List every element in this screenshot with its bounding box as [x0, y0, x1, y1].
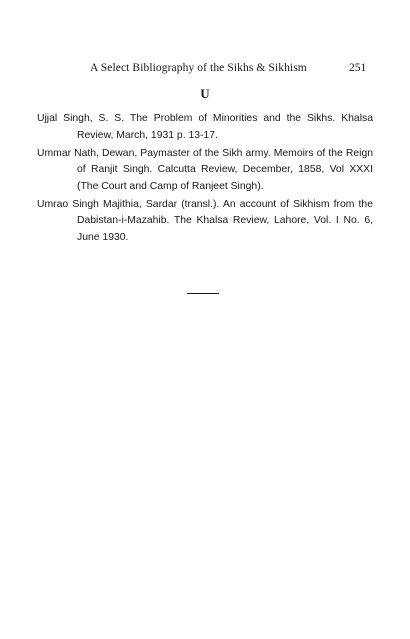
- section-end-rule: [187, 293, 219, 294]
- running-title: A Select Bibliography of the Sikhs & Sikhism: [90, 62, 307, 74]
- page-number: 251: [349, 62, 367, 74]
- bibliography-entry: Ujjal Singh, S. S. The Problem of Minorities and the Sikhs. Khalsa Review, March, 1931 p. 13-17.: [37, 113, 373, 141]
- running-head: [0, 62, 410, 80]
- bibliography-entries: [37, 111, 373, 248]
- section-letter-heading: U: [200, 86, 210, 101]
- bibliography-entry: Umrao Singh Majithia, Sardar (transl.). An account of Sikhism from the Dabistan-i-Mazahib. The Khalsa Review, Lahore, Vol. I No. 6, June 1930.: [37, 198, 373, 243]
- bibliography-entry: Ummar Nath, Dewan, Paymaster of the Sikh army. Memoirs of the Reign of Ranjit Singh. Calcutta Review, December, 1858, Vol XXXI (The Court and Camp of Ranjeet Singh).: [37, 147, 373, 192]
